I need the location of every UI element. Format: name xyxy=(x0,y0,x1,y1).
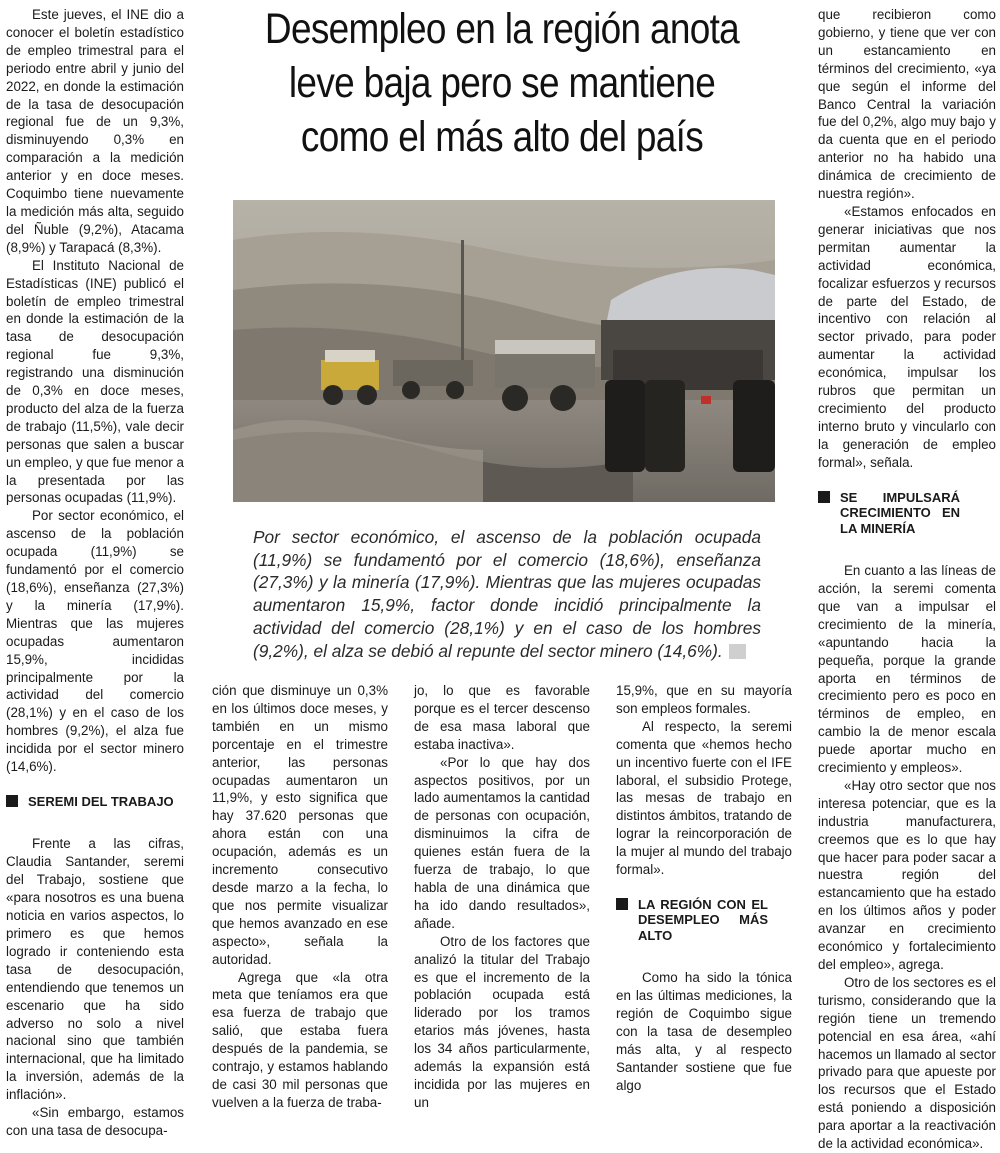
column-5 xyxy=(818,6,996,1152)
column-2 xyxy=(212,682,388,1110)
paragraph: «Sin embargo, estamos con una tasa de desocupa- xyxy=(6,1105,184,1138)
bullet-square-icon xyxy=(818,491,830,503)
paragraph: Por sector económico, el ascenso de la población ocupada (11,9%) se fundamentó por el comercio (18,6%), enseñanza (27,3%) y la minería (17,9%). Mientras que las mujeres ocupadas aumentaron 15,9%, incididas principalmente por la actividad del comercio (28,1%) y en el caso de los hombres (9,2%), el alza fue incidida por el sector minero (14,6%). xyxy=(6,508,184,775)
paragraph: Frente a las cifras, Claudia Santander, seremi del Trabajo, sostiene que «para nosotros es una buena noticia en varios aspectos, lo primero es que hemos logrado ir conteniendo esta tasa de desocupación, entendiendo que tenemos un escenario que ha sido adverso no solo a nivel nacional sino que también internacional, que ha limitado la inversión, además de la inflación». xyxy=(6,836,184,1103)
end-mark-icon xyxy=(729,644,746,659)
paragraph: «Hay otro sector que nos interesa potenciar, que es la industria manufacturera, creemos que es lo que hay que hacer para poder sacar a nuestra región del estancamiento que ha estado en los últimos años y poder avanzar en crecimiento económico y fortalecimiento del empleo», agrega. xyxy=(818,777,996,972)
subhead-se-impulsara-crecimiento xyxy=(818,490,996,537)
subhead-la-region-con-el-desempleo xyxy=(616,897,792,944)
paragraph: Agrega que «la otra meta que teníamos era que esa fuerza de trabajo que salió, que estaba fuera después de la pandemia, se contrajo, y estamos hablando de casi 30 mil personas que vuelven a la fuerza de traba- xyxy=(212,969,388,1110)
paragraph: El Instituto Nacional de Estadísticas (INE) publicó el boletín de empleo trimestral en donde la estimación de la tasa de desocupación regional fue 9,3%, registrando una disminución de 0,3% en doce meses, producto del alza de la fuerza de trabajo (11,5%), vale decir personas que salen a buscar un empleo, y que fue menor a la presentada por las personas ocupadas (11,9%). xyxy=(6,257,184,506)
bullet-square-icon xyxy=(616,898,628,910)
column-1 xyxy=(6,6,184,1138)
paragraph: 15,9%, que en su mayoría son empleos formales. xyxy=(616,683,792,716)
subhead-seremi-del-trabajo xyxy=(6,794,184,810)
paragraph: ción que disminuye un 0,3% en los últimos doce meses, y también en un mismo porcentaje en el trimestre anterior, las personas ocupadas aumentaron un 11,9%, y esto significa que hay 37.620 personas que ahora están con una ocupación, además es un incremento consecutivo desde marzo a la fecha, lo que nos permite visualizar que hemos avanzado en ese aspecto», señala la autoridad. xyxy=(212,683,388,967)
paragraph: «Estamos enfocados en generar iniciativas que nos permitan aumentar la actividad económica, focalizar esfuerzos y recursos de parte del Estado, de incentivo con relación al sector privado, para poder aumentar la actividad económica, impulsar los rubros que permitan un crecimiento del producto interno bruto y vincularlo con la generación de empleo formal», señala. xyxy=(818,203,996,470)
column-3 xyxy=(414,682,590,1110)
photo-caption xyxy=(253,526,761,662)
paragraph: En cuanto a las líneas de acción, la seremi comenta que van a impulsar el crecimiento de la minería, «apuntando hacia la pequeña, porque la grande aporta en términos de crecimiento pero es poco en términos de empleo, en cambio la de menor escala puede aportar mucho en crecimiento y empleos». xyxy=(818,563,996,776)
paragraph: «Por lo que hay dos aspectos positivos, por un lado aumentamos la cantidad de personas con ocupación, disminuimos la cifra de quienes están fuera de la fuerza de trabajo, lo que habla de una dinámica que ha ido dando resultados», añade. xyxy=(414,754,590,931)
paragraph: jo, lo que es favorable porque es el tercer descenso de esa masa laboral que estaba inactiva». xyxy=(414,683,590,752)
subhead-text: SEREMI DEL TRABAJO xyxy=(28,793,174,809)
paragraph: Otro de los factores que analizó la titular del Trabajo es que el incremento de la población ocupada está liderado por los tramos etarios más jóvenes, hasta los 34 años particularmente, además la expansión está incidida por las mujeres en un xyxy=(414,933,590,1110)
mining-trucks-photo xyxy=(233,200,775,502)
subhead-text: SE IMPULSARÁ CRECIMIENTO EN LA MINERÍA xyxy=(840,489,960,536)
paragraph: Al respecto, la seremi comenta que «hemos hecho un incentivo fuerte con el IFE laboral, el subsidio Protege, las mesas de trabajo en distintos ámbitos, tratando de lograr la reincorporación de la mujer al mundo del trabajo formal». xyxy=(616,718,792,878)
bullet-square-icon xyxy=(6,795,18,807)
paragraph: que recibieron como gobierno, y tiene que ver con un estancamiento en términos del crecimiento, «ya que según el informe del Banco Central la variación fue del 0,2%, algo muy bajo y da cuenta que en el periodo anterior no ha habido una dinámica de crecimiento de nuestra región». xyxy=(818,7,996,202)
subhead-text: LA REGIÓN CON EL DESEMPLEO MÁS ALTO xyxy=(638,896,768,943)
headline: Desempleo en la región anota leve baja pero se mantiene como el más alto del país xyxy=(264,5,740,161)
paragraph: Como ha sido la tónica en las últimas mediciones, la región de Coquimbo sigue con la tasa de desempleo más alta, y al respecto Santander sostiene que fue algo xyxy=(616,970,792,1093)
paragraph: Otro de los sectores es el turismo, considerando que la región tiene un tremendo potencial en esa área, «ahí hacemos un llamado al sector privado para que apueste por los recursos que el Estado está poniendo a disposición para aportar a la reactivación de la actividad económica». xyxy=(818,974,996,1152)
column-4 xyxy=(616,682,792,1092)
caption-text: Por sector económico, el ascenso de la población ocupada (11,9%) se fundamentó por el comercio (18,6%), enseñanza (27,3%) y la minería (17,9%). Mientras que las mujeres ocupadas aumentaron 15,9%, factor donde incidió principalmente la actividad del comercio (28,1%) y en el caso de los hombres (9,2%), el alza se debió al repunte del sector minero (14,6%). xyxy=(253,527,761,661)
paragraph: Este jueves, el INE dio a conocer el boletín estadístico de empleo trimestral para el periodo entre abril y junio del 2022, en donde la estimación de la tasa de desocupación regional fue de un 9,3%, disminuyendo 0,3% en comparación a la medición anterior y en doce meses. Coquimbo tiene nuevamente la medición más alta, seguido del Ñuble (9,2%), Atacama (8,9%) y Tarapacá (8,3%). xyxy=(6,7,184,255)
